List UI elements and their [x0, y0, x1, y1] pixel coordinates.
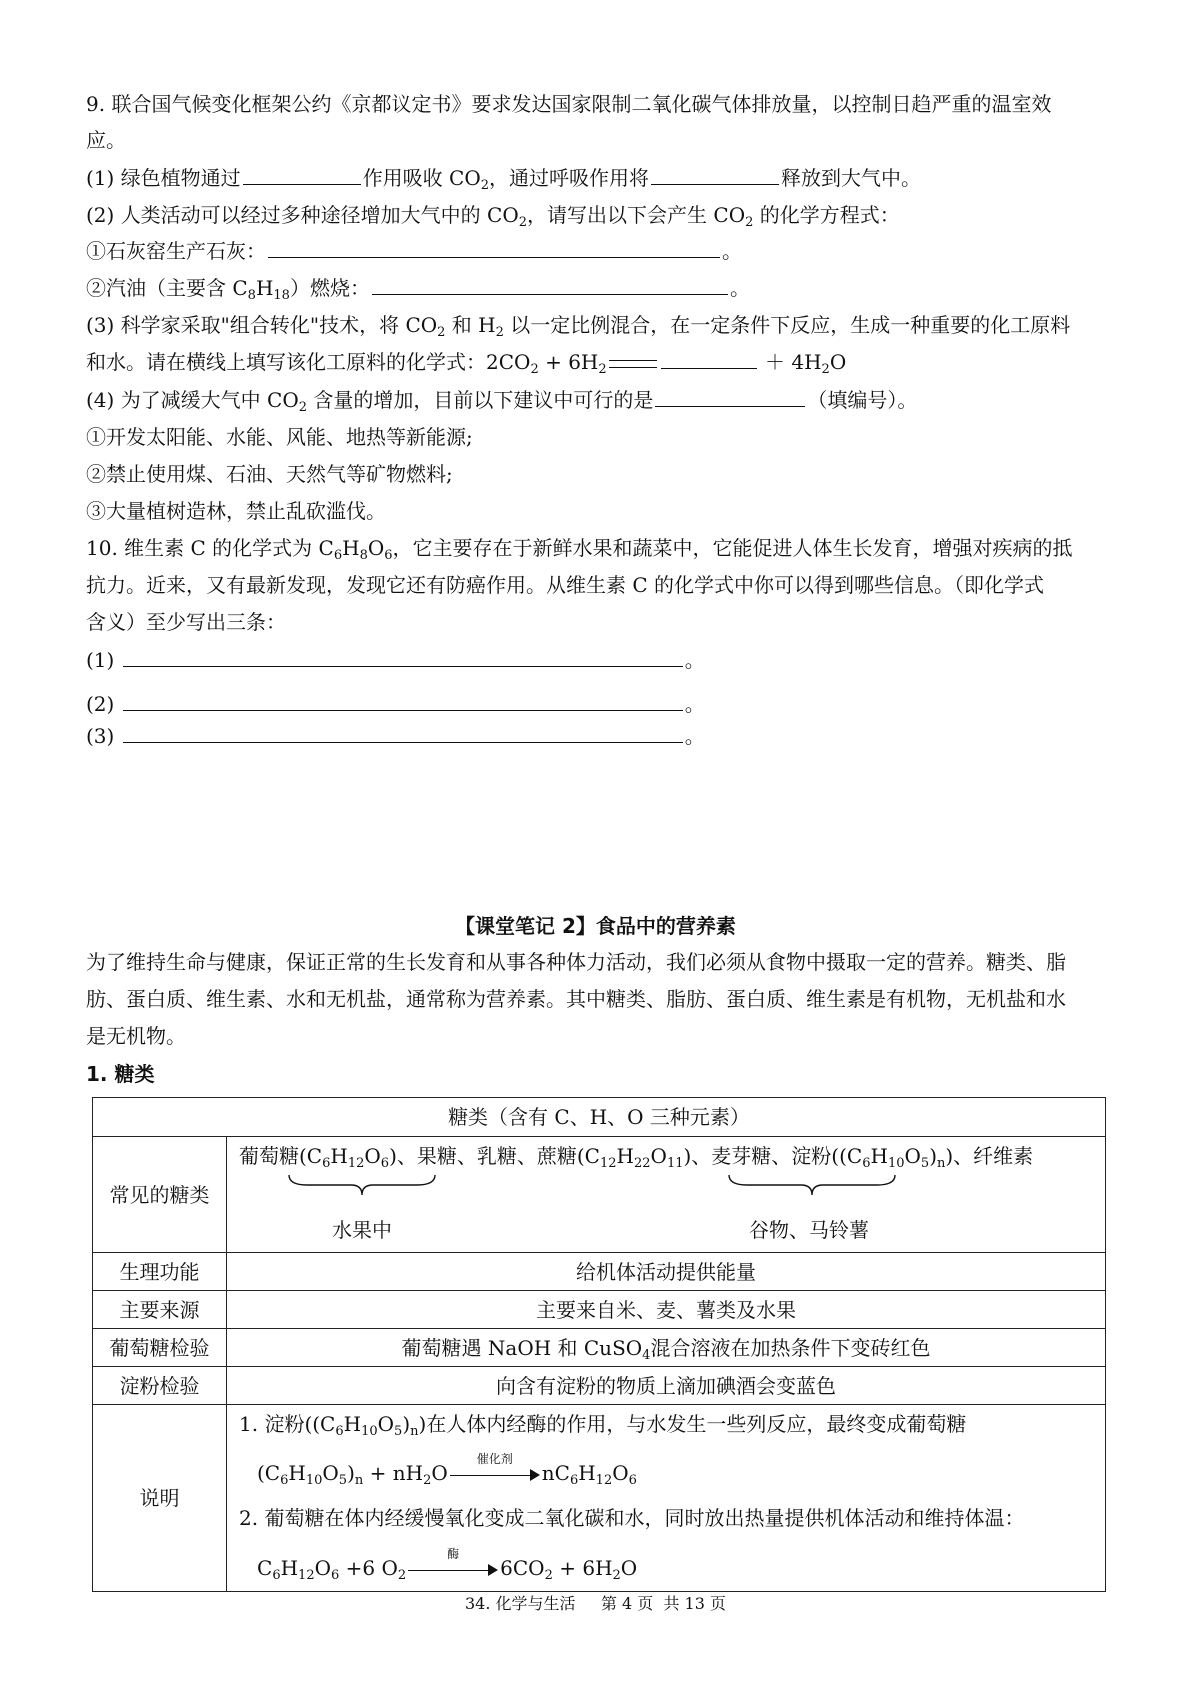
table-row	[93, 1329, 1106, 1367]
page-footer: 34. 化学与生活 第 4 页 共 13 页	[464, 1594, 727, 1613]
reaction-arrow-icon: 酶	[408, 1559, 498, 1581]
notes-paragraph-line2: 肪、蛋白质、维生素、水和无机盐，通常称为营养素。其中糖类、脂肪、蛋白质、维生素是有机物，无机盐和水	[86, 987, 1066, 1011]
q9-stem-line2: 应。	[86, 128, 126, 152]
table-header: 糖类（含有 C、H、O 三种元素）	[93, 1098, 1106, 1137]
q10-stem-line3: 含义）至少写出三条：	[86, 610, 286, 634]
brace-label-grain: 谷物、马铃薯	[749, 1218, 869, 1242]
q9-part3-line1: (3) 科学家采取"组合转化"技术，将 $CO_2$ 和 $H_2$ 以一定比例混合，在一定条件下反应，生成一种重要的化工原料	[86, 313, 1071, 340]
notes-paragraph-line1: 为了维持生命与健康，保证正常的生长发育和从事各种体力活动，我们必须从食物中摄取一定的营养。糖类、脂	[86, 950, 1066, 974]
q10-blank-2[interactable]	[123, 690, 683, 711]
q10-answer-1: (1) 。	[86, 648, 705, 672]
equation-1: $(C_6H_{10}O_5)_n + nH_2O$ 催化剂 $nC_6H_{12}O_6$	[257, 1451, 637, 1488]
q9-blank-5[interactable]	[661, 348, 757, 369]
q9-blank-6[interactable]	[655, 386, 805, 407]
notes-label: 说明	[93, 1405, 227, 1592]
function-label: 生理功能	[93, 1253, 227, 1291]
q9-part3-line2: 和水。请在横线上填写该化工原料的化学式：$2CO_2 + 6H_2 + 4H_2O$	[86, 350, 847, 377]
common-sugars-list: 葡萄糖$(C_6H_{12}O_6)$、果糖、乳糖、蔗糖$(C_{12}H_{22}O_{11})$、麦芽糖、淀粉$((C_6H_{10}O_5)_n)$、纤维素	[239, 1144, 1034, 1171]
q9-option-1: ①开发太阳能、水能、风能、地热等新能源;	[86, 425, 473, 449]
common-sugars-label: 常见的糖类	[93, 1137, 227, 1253]
source-label: 主要来源	[93, 1291, 227, 1329]
q9-blank-3[interactable]	[268, 237, 720, 258]
q9-part2-ii: ②汽油（主要含 $C_8H_{18}$）燃烧： 。	[86, 276, 750, 303]
q9-blank-1[interactable]	[243, 164, 361, 185]
q10-stem-line2: 抗力。近来，又有最新发现，发现它还有防癌作用。从维生素 C 的化学式中你可以得到哪些信息。（即化学式	[86, 573, 1045, 597]
note-1: 1. 淀粉$((C_6H_{10}O_5)_n)$在人体内经酶的作用，与水发生一些列反应，最终变成葡萄糖	[239, 1412, 967, 1439]
q10-stem-line1: 10. 维生素 C 的化学式为 $C_6H_8O_6$，它主要存在于新鲜水果和蔬菜中，它能促进人体生长发育，增强对疾病的抵	[86, 536, 1073, 563]
q10-answer-2: (2) 。	[86, 692, 705, 716]
table-row	[93, 1253, 1106, 1291]
glucose-test-value: 葡萄糖遇 NaOH 和 CuSO$_4$混合溶液在加热条件下变砖红色	[227, 1329, 1106, 1367]
q9-blank-4[interactable]	[372, 274, 728, 295]
table-row	[93, 1405, 1106, 1592]
starch-test-value: 向含有淀粉的物质上滴加碘酒会变蓝色	[227, 1367, 1106, 1405]
brace-grain-icon	[727, 1173, 897, 1199]
q9-option-3: ③大量植树造林，禁止乱砍滥伐。	[86, 499, 386, 523]
starch-test-label: 淀粉检验	[93, 1367, 227, 1405]
source-value: 主要来自米、麦、薯类及水果	[227, 1291, 1106, 1329]
q9-part2-i: ①石灰窑生产石灰： 。	[86, 239, 742, 263]
common-sugars-cell	[227, 1137, 1106, 1253]
q10-answer-3: (3) 。	[86, 724, 705, 748]
notes-paragraph-line3: 是无机物。	[86, 1024, 186, 1048]
equals-sign-icon	[609, 360, 657, 368]
q9-option-2: ②禁止使用煤、石油、天然气等矿物燃料;	[86, 462, 453, 486]
table-row	[93, 1291, 1106, 1329]
q9-part4: (4) 为了减缓大气中 $CO_2$ 含量的增加，目前以下建议中可行的是 （填编号）。	[86, 388, 918, 415]
equation-2: $C_6H_{12}O_6 +6$ $O_2$ 酶 $6CO_2 + 6H_2O$	[257, 1546, 638, 1583]
q10-blank-3[interactable]	[123, 722, 683, 743]
note-2: 2. 葡萄糖在体内经缓慢氧化变成二氧化碳和水，同时放出热量提供机体活动和维持体温：	[239, 1506, 1025, 1530]
table-row	[93, 1137, 1106, 1253]
q9-blank-2[interactable]	[651, 164, 779, 185]
glucose-test-label: 葡萄糖检验	[93, 1329, 227, 1367]
q9-stem-line1: 9. 联合国气候变化框架公约《京都议定书》要求发达国家限制二氧化碳气体排放量，以控制日趋严重的温室效	[86, 92, 1052, 116]
section-heading-sugars: 1. 糖类	[86, 1062, 155, 1086]
reaction-arrow-icon: 催化剂	[450, 1464, 540, 1486]
q10-blank-1[interactable]	[123, 646, 683, 667]
notes-title: 【课堂笔记 2】食品中的营养素	[455, 914, 736, 938]
sugars-table	[92, 1097, 1106, 1592]
q9-part1: (1) 绿色植物通过 作用吸收 $CO_2$，通过呼吸作用将 释放到大气中。	[86, 166, 922, 193]
q9-part2: (2) 人类活动可以经过多种途径增加大气中的 $CO_2$，请写出以下会产生 $CO_2$ 的化学方程式：	[86, 203, 900, 230]
notes-cell	[227, 1405, 1106, 1592]
function-value: 给机体活动提供能量	[227, 1253, 1106, 1291]
brace-label-fruit: 水果中	[332, 1218, 392, 1242]
table-row	[93, 1098, 1106, 1137]
brace-fruit-icon	[287, 1173, 437, 1199]
table-row	[93, 1367, 1106, 1405]
